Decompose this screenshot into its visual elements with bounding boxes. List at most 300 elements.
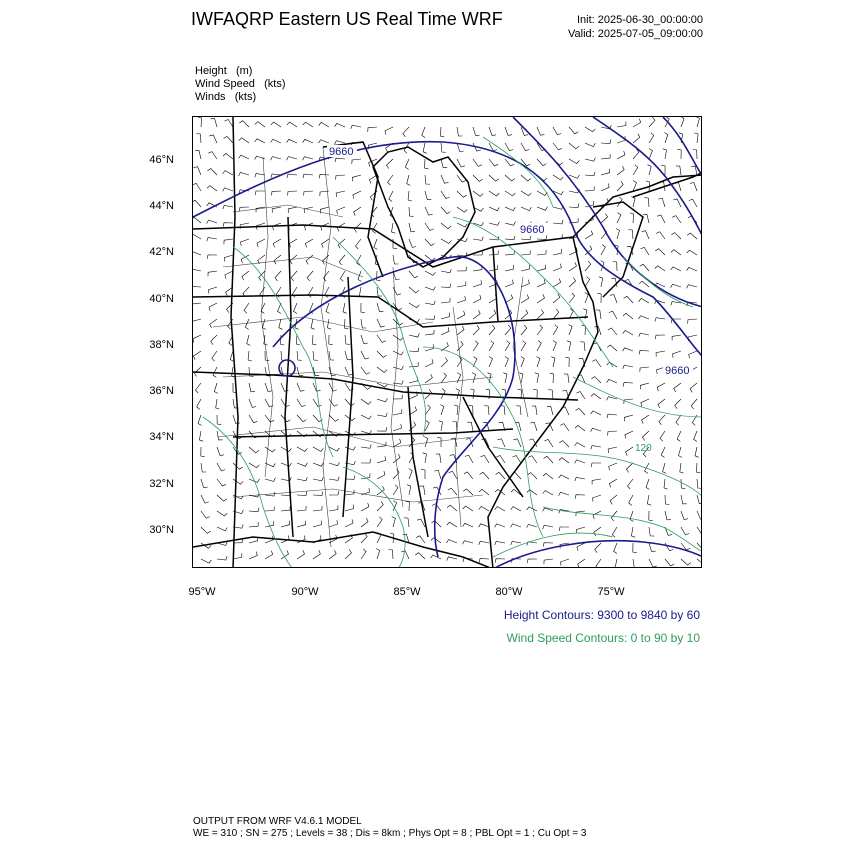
wind-barb [633, 559, 638, 568]
wind-barb [585, 186, 594, 191]
wind-barb [249, 552, 257, 559]
wind-barb [195, 150, 201, 159]
wind-barb [345, 550, 352, 560]
wind-barb [592, 360, 601, 367]
wind-barb [585, 277, 590, 287]
lon-label-95: 95°W [188, 586, 216, 598]
wind-barb [233, 463, 243, 469]
wind-contour-label: 120 [635, 443, 652, 454]
wind-barb [649, 511, 653, 521]
field-wind-speed: Wind Speed (kts) [195, 78, 286, 90]
wind-barb [389, 550, 394, 560]
footer-model: OUTPUT FROM WRF V4.6.1 MODEL [193, 816, 362, 827]
wind-barb [243, 287, 249, 297]
wind-barb [425, 255, 435, 261]
wind-barb [439, 421, 443, 431]
wind-barb [495, 559, 505, 563]
wind-barb [223, 153, 233, 159]
wind-barb [313, 506, 322, 511]
wind-barb [244, 303, 249, 313]
wind-barb [643, 214, 649, 223]
wind-barb [580, 342, 585, 351]
wind-barb [689, 351, 697, 358]
wind-barb [689, 199, 697, 207]
wind-barb [543, 543, 553, 547]
wind-barb [198, 117, 202, 127]
wind-barb [630, 511, 634, 521]
wind-barb [559, 492, 569, 496]
wind-barb [521, 357, 524, 368]
wind-barb [456, 389, 460, 399]
wind-barb [281, 447, 291, 452]
wind-barb [313, 550, 320, 559]
wind-barb [223, 171, 233, 175]
wind-barb [424, 437, 428, 447]
wind-barb [480, 472, 489, 479]
wind-barb [447, 557, 457, 561]
wind-barb [345, 351, 351, 360]
wind-barb [521, 265, 530, 271]
lon-label-90: 90°W [291, 586, 319, 598]
wind-barb [537, 265, 546, 271]
wind-barb [345, 367, 353, 375]
wind-barb [642, 415, 650, 424]
wind-barb [489, 159, 498, 166]
wind-barb [649, 527, 654, 536]
wind-barb [297, 477, 307, 481]
lat-label-30: 30°N [149, 524, 174, 536]
wind-barb [197, 399, 201, 409]
wind-barb [521, 341, 526, 351]
wind-barb [617, 213, 621, 223]
wind-barb [304, 191, 313, 196]
wind-barb [532, 406, 537, 415]
wind-barb [463, 489, 473, 495]
wind-barb [265, 507, 275, 512]
wind-barb [194, 167, 201, 175]
wind-barb [649, 117, 655, 127]
wind-barb [671, 284, 681, 288]
wind-barb [633, 181, 637, 192]
wind-barb [217, 479, 226, 486]
wind-barb [201, 479, 208, 488]
wind-barb [489, 341, 494, 351]
wind-barb [208, 271, 217, 276]
wind-barb [649, 543, 656, 552]
wind-barb [271, 157, 281, 161]
atlantic-coast [488, 332, 598, 568]
wind-barb [681, 117, 685, 127]
wind-barb [249, 383, 255, 392]
wind-barb [408, 191, 412, 201]
wind-barb [417, 519, 425, 527]
wind-barb [454, 405, 458, 415]
height-contour-label: 9660 [329, 146, 354, 158]
wind-barb [591, 411, 601, 415]
wind-barb [489, 357, 493, 368]
wind-barb [678, 447, 682, 457]
wind-barb [505, 207, 515, 211]
wind-barb [306, 255, 313, 264]
wind-barb [500, 406, 505, 415]
wind-barb [361, 473, 370, 479]
wind-barb [537, 127, 544, 135]
wind-barb [326, 303, 330, 313]
wind-barb [287, 139, 297, 143]
wind-barb [329, 477, 339, 481]
wind-barb [377, 501, 383, 511]
wind-barb [623, 383, 633, 387]
wind-barb [319, 122, 329, 127]
wind-barb [217, 447, 224, 456]
wind-barb [608, 328, 617, 335]
wind-barb [505, 341, 510, 351]
wind-barb [569, 159, 579, 164]
wind-barb [303, 139, 313, 143]
wind-barb [537, 159, 546, 166]
wind-barb [297, 447, 307, 452]
wind-barb [633, 543, 637, 553]
wind-barb [409, 333, 419, 337]
wind-barb [640, 264, 649, 271]
wind-barb [691, 399, 697, 409]
wind-barb [289, 223, 297, 230]
wind-barb [473, 222, 483, 226]
wind-barb [409, 239, 416, 247]
wind-barb [596, 310, 601, 319]
wind-barb [671, 267, 681, 271]
wind-barb [393, 351, 403, 355]
wind-barb [393, 366, 403, 370]
wind-barb [409, 271, 418, 278]
wind-barb [537, 236, 547, 240]
wind-barb [207, 255, 217, 259]
wind-barb [201, 463, 206, 472]
wind-barb [425, 175, 430, 184]
wind-barb [559, 458, 569, 463]
wind-barb [361, 445, 371, 449]
wind-barb [553, 175, 563, 180]
wind-barb [505, 236, 515, 240]
wind-barb [425, 223, 434, 231]
wind-barb [423, 143, 427, 153]
wind-barb [361, 503, 369, 511]
wind-barb [275, 271, 281, 281]
wind-barb [639, 351, 649, 355]
wind-barb [425, 359, 433, 367]
wind-barb [425, 271, 435, 275]
wind-barb [274, 255, 281, 264]
wind-barb [641, 399, 649, 407]
wind-barb [393, 485, 398, 495]
wind-barb [489, 175, 499, 181]
wind-barb [644, 198, 649, 207]
wind-barb [388, 175, 393, 185]
init-time: Init: 2025-06-30_00:00:00 [577, 14, 703, 26]
wind-barb [329, 447, 339, 451]
wind-barb [544, 456, 553, 463]
wind-barb [281, 351, 286, 360]
wind-barb [224, 120, 233, 128]
wind-barb [272, 207, 281, 213]
wind-barb [193, 319, 201, 325]
wind-barb [265, 415, 274, 422]
wind-barb [431, 555, 441, 559]
wind-barb [361, 303, 365, 313]
wind-barb [193, 303, 201, 308]
wind-barb [361, 533, 367, 543]
wind-barb [671, 250, 681, 255]
wind-barb [288, 191, 297, 196]
wind-barb [281, 463, 292, 466]
wind-speed-contours [203, 137, 702, 568]
map-panel [192, 116, 702, 568]
wind-barb [664, 133, 668, 143]
wind-barb [422, 127, 425, 138]
wind-barb [505, 191, 515, 196]
wind-barb [505, 265, 514, 271]
wind-barb [441, 175, 449, 183]
wind-barb [201, 495, 209, 503]
wind-barb [623, 348, 633, 351]
wind-barb [406, 501, 410, 511]
wind-barb [233, 415, 240, 424]
wind-barb [505, 143, 513, 151]
wind-barb [377, 398, 387, 402]
wind-barb [484, 406, 489, 415]
wind-barb [569, 204, 579, 208]
wind-barb [601, 245, 605, 255]
wind-barb [498, 439, 506, 447]
wind-barb [553, 294, 560, 303]
wind-barb [407, 175, 411, 185]
wind-barb [585, 172, 595, 176]
wind-barb [695, 447, 699, 457]
wind-barb [193, 269, 201, 273]
wind-barb [440, 127, 444, 137]
wind-barb [553, 341, 556, 352]
wind-barb [599, 277, 603, 287]
wind-barb [479, 524, 489, 527]
wind-barb [631, 197, 635, 207]
wind-barb [544, 439, 553, 447]
wind-barb [212, 351, 217, 361]
wind-barb [601, 140, 611, 144]
wind-barb [675, 399, 681, 409]
wind-barb [577, 543, 585, 551]
wind-barb [527, 559, 537, 563]
wind-barb [473, 310, 480, 319]
wind-barb [628, 230, 633, 239]
wind-barb [377, 351, 387, 358]
wind-barb [677, 431, 681, 441]
time-info [568, 13, 703, 41]
wind-barb [392, 517, 396, 527]
wind-barb [607, 414, 617, 418]
wind-barb [639, 281, 649, 287]
wind-barb [691, 166, 697, 175]
wind-barb [696, 463, 700, 473]
wind-barb [697, 495, 702, 504]
lat-label-46: 46°N [149, 154, 174, 166]
wind-barb [403, 127, 409, 137]
wind-barb [425, 207, 433, 215]
wind-barb [472, 373, 476, 383]
wind-barb [592, 479, 601, 485]
wind-barb [649, 559, 657, 567]
wind-barb [681, 511, 688, 520]
wind-barb [354, 207, 361, 216]
wind-barb [239, 155, 249, 159]
wind-barb [467, 422, 473, 431]
wind-barb [329, 351, 334, 360]
wind-barb [193, 217, 201, 223]
lon-label-80: 80°W [495, 586, 523, 598]
wind-barb [193, 234, 201, 239]
wind-barb [340, 271, 345, 281]
wind-barb [257, 239, 265, 247]
wind-barb [575, 495, 585, 499]
wind-barb [617, 122, 626, 128]
wind-barb [327, 319, 331, 329]
wind-barb [553, 279, 561, 287]
wind-barb [194, 351, 202, 360]
wind-barb [676, 415, 681, 425]
wind-barb [655, 266, 665, 271]
wind-barb [297, 383, 304, 391]
wind-barb [625, 431, 633, 439]
wind-barb [209, 135, 217, 143]
wind-barb [393, 395, 403, 399]
wind-barb [441, 159, 447, 168]
wind-barb [313, 399, 322, 407]
wind-barb [694, 133, 698, 143]
county-grid [213, 147, 528, 547]
wind-barb [393, 409, 402, 415]
wind-barb [389, 191, 393, 201]
wind-barb [465, 455, 473, 463]
wind-barb [249, 399, 256, 407]
wind-barb [377, 335, 386, 342]
wind-barb [693, 150, 697, 160]
wind-barb [407, 485, 411, 495]
wind-barb [233, 479, 243, 484]
wind-barb [663, 463, 667, 473]
wind-barb [623, 331, 633, 336]
wind-barb [640, 367, 649, 372]
wind-barb [547, 406, 553, 415]
wind-barb [313, 447, 323, 452]
wind-barb [441, 313, 450, 320]
wind-barb [564, 374, 569, 383]
wind-barb [353, 191, 361, 199]
wind-barb [437, 437, 441, 447]
wind-barb [201, 527, 211, 533]
wind-barb [409, 377, 418, 383]
wind-barbs [193, 117, 702, 568]
wind-barb [297, 492, 307, 496]
wind-barb [585, 231, 593, 239]
wind-barb [440, 405, 444, 415]
wind-barb [416, 536, 425, 543]
wind-barb [677, 149, 681, 159]
lat-label-34: 34°N [149, 431, 174, 443]
wind-barb [374, 239, 378, 249]
wind-barb [377, 471, 385, 479]
wind-barb [489, 191, 499, 196]
wind-barb [473, 127, 480, 136]
wind-barb [216, 399, 220, 409]
wind-barb [217, 463, 225, 471]
wind-barb [223, 188, 233, 192]
wind-barb [543, 525, 553, 529]
wind-barb [345, 447, 355, 450]
wind-barb [647, 495, 651, 505]
wind-barb [425, 301, 435, 305]
wind-barb [457, 207, 467, 212]
wind-barb [297, 463, 307, 466]
wind-barb [671, 233, 681, 239]
lat-label-32: 32°N [149, 478, 174, 490]
wind-barb [441, 143, 446, 152]
wind-barb [441, 191, 450, 199]
wind-barb [421, 469, 425, 479]
wind-barb [576, 392, 585, 400]
wind-barb [511, 507, 521, 511]
wind-barb [361, 351, 369, 359]
wind-barb [575, 425, 585, 431]
wind-barb [457, 281, 466, 287]
wind-barb [656, 232, 665, 239]
wind-barb [560, 424, 569, 431]
wind-barb [543, 473, 553, 479]
wind-barb [601, 169, 610, 175]
wind-barb [665, 495, 669, 505]
wind-barb [329, 399, 338, 406]
wind-barb [553, 220, 563, 224]
wind-barb [409, 207, 414, 216]
wind-barb [681, 495, 687, 504]
wind-barb [313, 492, 323, 496]
wind-barb [548, 390, 553, 399]
wind-barb [319, 140, 330, 144]
wind-barb [511, 541, 521, 545]
wind-barb [361, 367, 370, 374]
lon-label-75: 75°W [597, 586, 625, 598]
wind-barb [249, 415, 257, 423]
wind-barb [511, 524, 521, 528]
wind-barb [289, 239, 297, 247]
wind-barb [311, 319, 315, 329]
wind-barb [648, 165, 652, 175]
wind-barb [649, 133, 654, 143]
wind-barb [356, 239, 362, 249]
wind-barb [585, 127, 595, 132]
wind-barb [329, 550, 336, 559]
wind-barb [463, 541, 473, 545]
wind-contour-legend: Wind Speed Contours: 0 to 90 by 10 [506, 631, 700, 645]
wind-barb [649, 149, 653, 160]
wind-barb [291, 271, 297, 281]
wind-barb [217, 415, 221, 425]
wind-barb [697, 527, 702, 535]
wind-barb [681, 559, 691, 565]
wind-barb [377, 319, 385, 327]
wind-barb [297, 550, 305, 559]
wind-barb [287, 174, 297, 178]
wind-barb [585, 293, 588, 304]
wind-barb [377, 517, 382, 527]
